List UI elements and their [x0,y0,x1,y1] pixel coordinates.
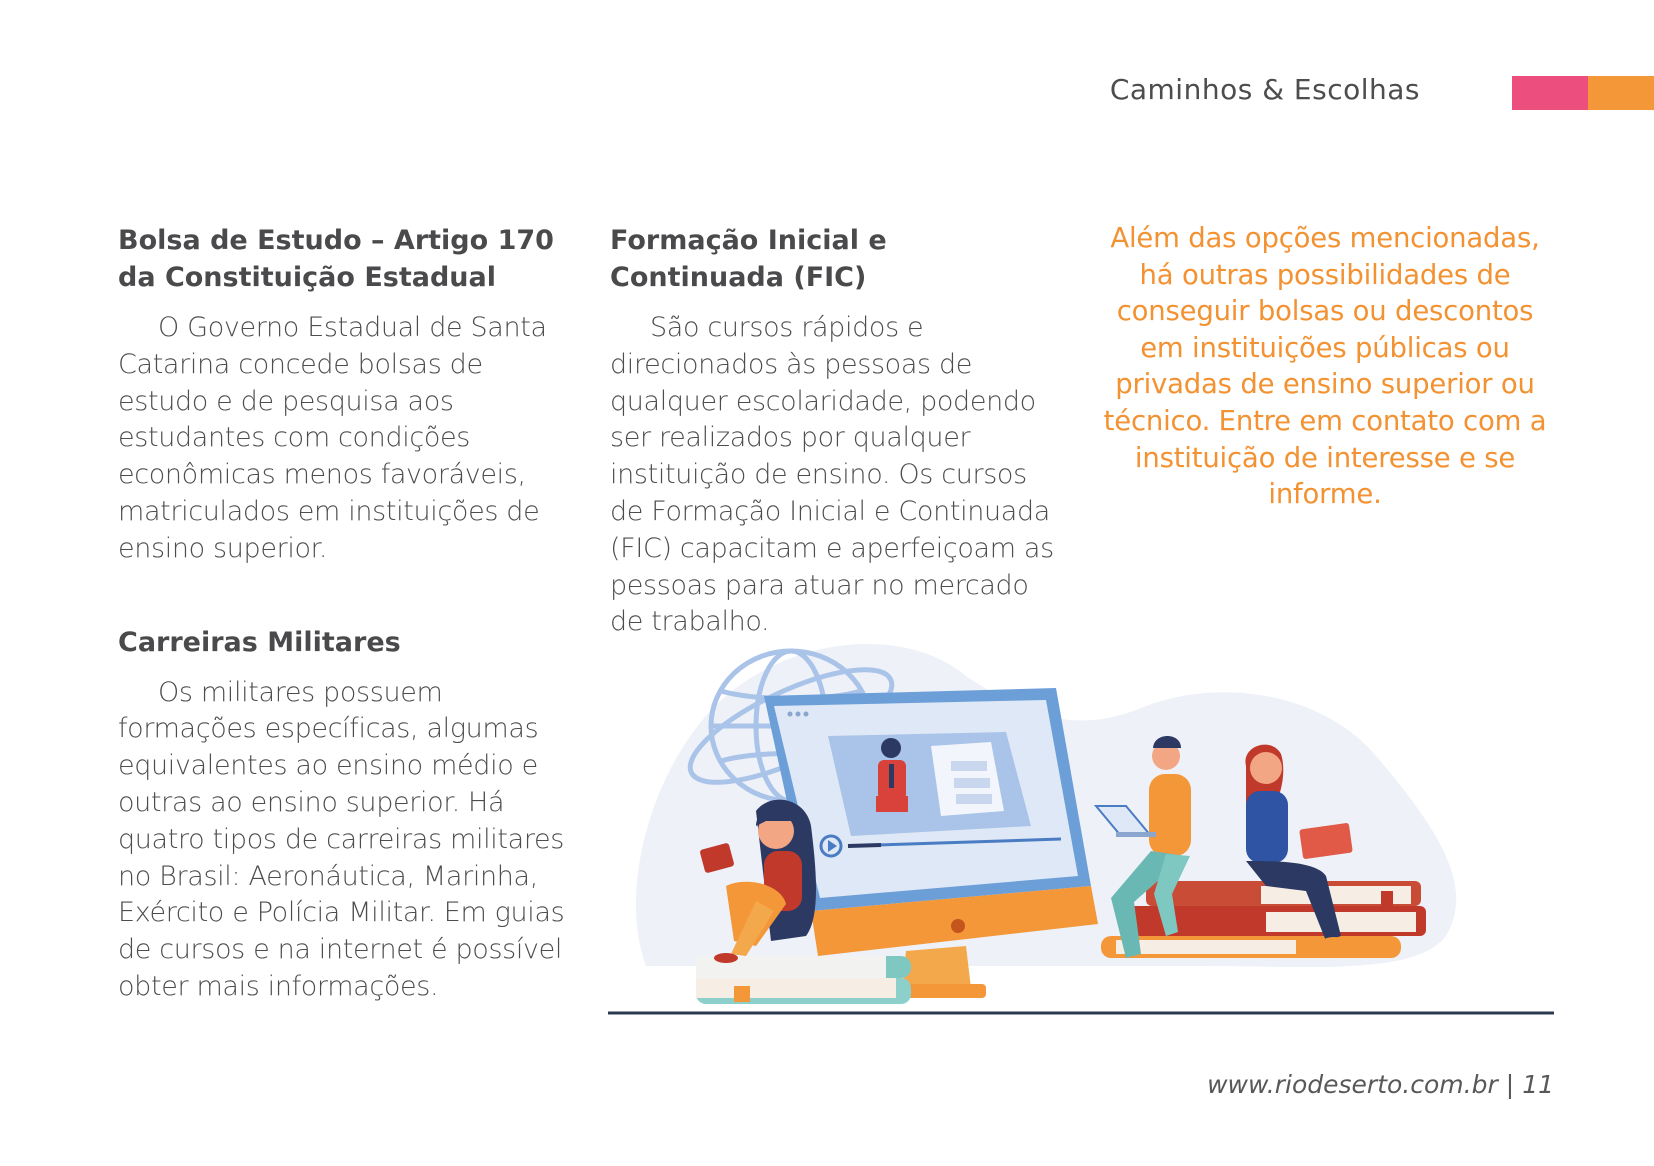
heading-line: Continuada (FIC) [610,262,867,293]
heading-line: da Constituição Estadual [118,262,496,293]
footer-separator: | [1505,1070,1515,1099]
footer-website: www.riodeserto.com.br [1207,1070,1498,1099]
header-title: Caminhos & Escolhas [1109,73,1420,106]
section-heading-bolsa [118,222,578,296]
column-left [118,222,578,1006]
highlight-note: Além das opções mencionadas, há outras possibilidades de conseguir bolsas ou descontos em instituições públicas ou privadas de ensino superior ou técnico. Entre em contato com a instituição de interesse e se informe. [1103,222,1547,511]
section-body-bolsa: O Governo Estadual de Santa Catarina concede bolsas de estudo e de pesquisa aos estudantes com condições econômicas menos favoráveis, matriculados em instituições de ensino superior. [118,312,547,564]
section-heading-fic [610,222,1060,296]
page-number: 11 [1522,1070,1554,1099]
section-body-militares: Os militares possuem formações específicas, algumas equivalentes ao ensino médio e outras ao ensino superior. Há quatro tipos de carreiras militares no Brasil: Aeronáutica, Marinha, Exército e Polícia Militar. Em guias de cursos e na internet é possível obter mais informações. [118,676,565,1002]
accent-bar-pink [1512,76,1588,110]
footer [1207,1070,1554,1099]
column-right [1094,220,1556,513]
book-stack-icon [1101,881,1426,958]
heading-line: Formação Inicial e [610,225,887,256]
section-heading-militares: Carreiras Militares [118,626,401,658]
heading-line: Bolsa de Estudo – Artigo 170 [118,225,554,256]
section-body-fic: São cursos rápidos e direcionados às pessoas de qualquer escolaridade, podendo ser realizados por qualquer instituição de ensino. Os cursos de Formação Inicial e Continuada (FIC) capacitam e aperfeiçoam as pessoas para atuar no mercado de trabalho. [610,312,1054,638]
students-online-learning-illustration [606,636,1556,1016]
column-middle [610,222,1060,641]
accent-bar-orange [1588,76,1654,110]
book-stack-icon [696,956,911,1004]
